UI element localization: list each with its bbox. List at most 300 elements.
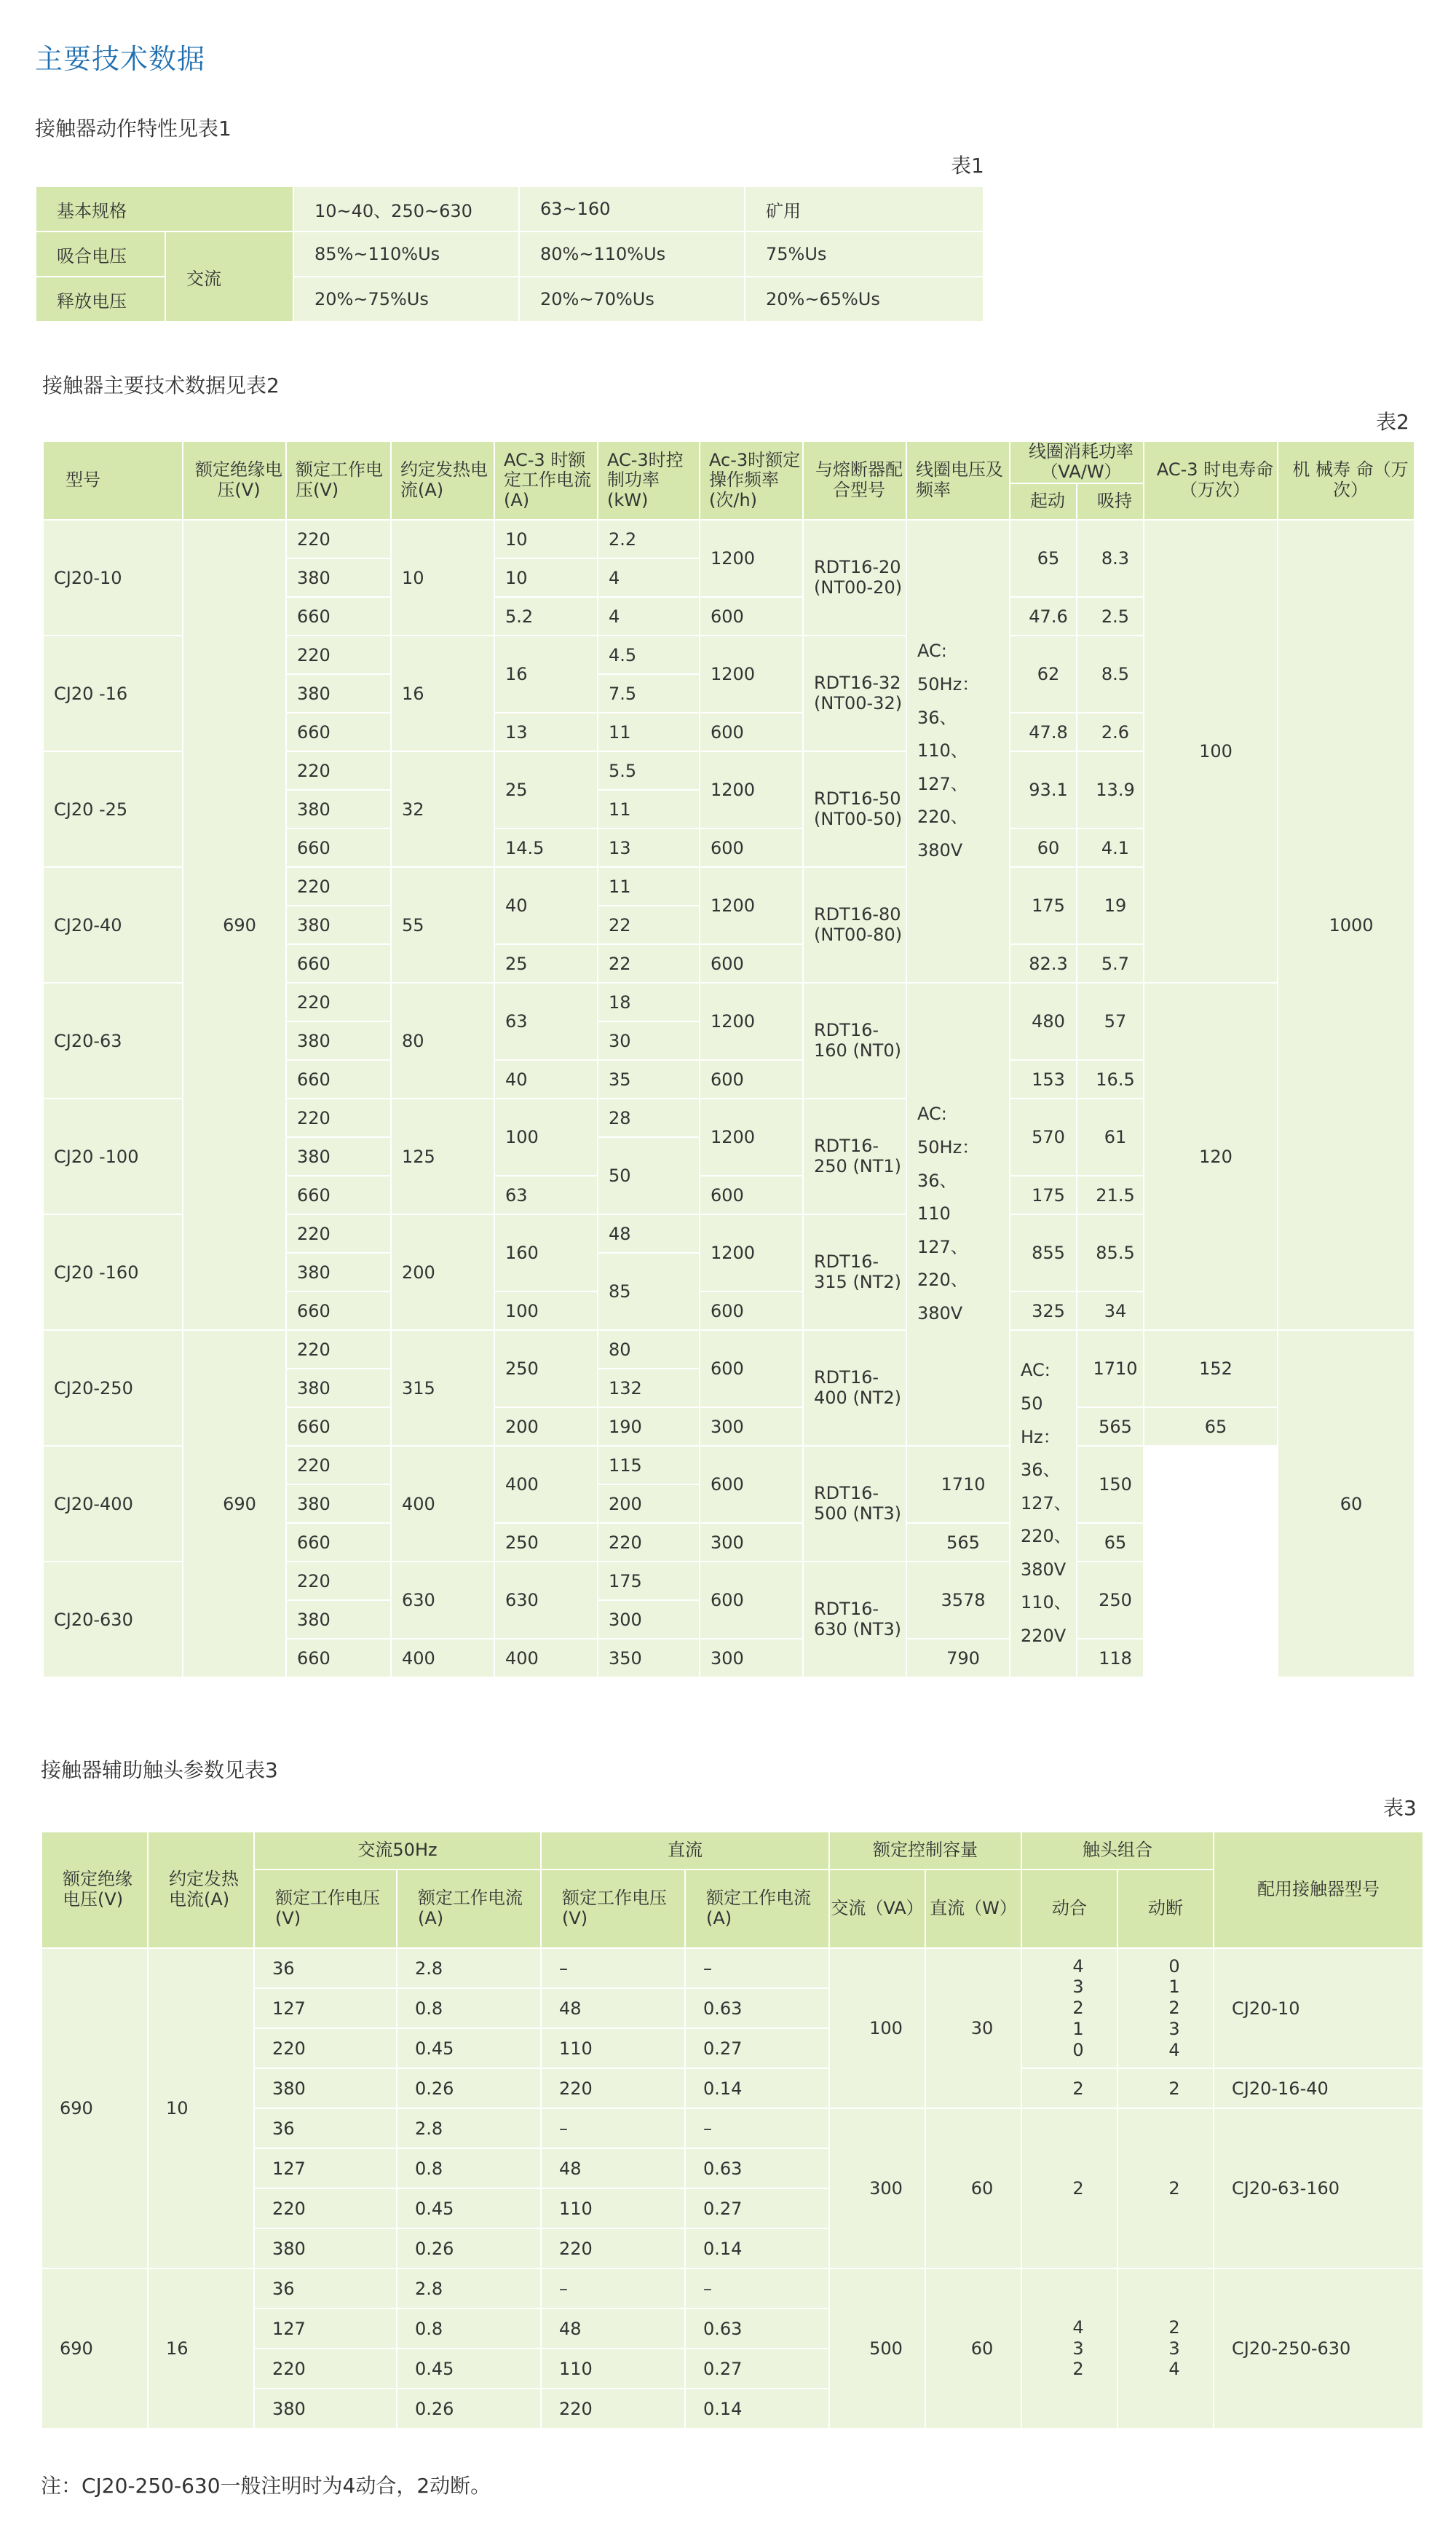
ac3-frequency: 1200 (700, 1214, 803, 1291)
work-voltage: 380 (286, 674, 391, 713)
t3-h-insulation: 额定绝缘电压(V) (41, 1832, 148, 1948)
work-voltage: 380 (286, 1600, 391, 1639)
coil-voltage-line: 220V (1021, 1626, 1067, 1647)
aux-ac-voltage: 220 (254, 2028, 397, 2068)
aux-ac-current: 2.8 (397, 2108, 541, 2148)
coil-voltage-line: 127、 (917, 1236, 968, 1257)
ac3-current: 40 (494, 867, 598, 944)
coil-voltage-line: 110 (917, 1203, 951, 1224)
ac3-frequency: 600 (700, 944, 803, 983)
electrical-life: 100 (1144, 520, 1278, 983)
aux-ac-capacity: 500 (829, 2268, 925, 2429)
ac3-frequency: 600 (700, 1291, 803, 1330)
aux-dc-voltage: 110 (541, 2028, 685, 2068)
aux-dc-capacity: 60 (925, 2268, 1021, 2429)
work-voltage: 660 (286, 944, 391, 983)
aux-ac-current: 0.8 (397, 2148, 541, 2188)
aux-break-contacts (1117, 2268, 1214, 2429)
aux-break-contacts-line: 0 (1168, 1955, 1180, 1977)
coil-hold-power: 250 (1077, 1562, 1144, 1639)
aux-make-contacts (1021, 2268, 1117, 2429)
ac3-current: 25 (494, 944, 598, 983)
coil-voltage-line: 220、 (917, 1270, 968, 1291)
aux-ac-voltage: 36 (254, 2108, 397, 2148)
work-voltage: 220 (286, 520, 391, 558)
work-voltage: 220 (286, 1214, 391, 1253)
aux-break-contacts-line: 3 (1168, 2338, 1180, 2359)
aux-thermal-current: 16 (148, 2268, 254, 2429)
coil-start-power: 82.3 (1010, 944, 1077, 983)
fuse-model: RDT16-50 (NT00-50) (803, 751, 906, 867)
t3-h-ac-work-v: 额定工作电压(V) (254, 1870, 397, 1948)
thermal-current: 200 (391, 1214, 494, 1330)
coil-voltage-line: 127、 (917, 773, 968, 794)
coil-start-power: 93.1 (1010, 751, 1077, 828)
aux-thermal-current: 10 (148, 1948, 254, 2268)
work-voltage: 660 (286, 1176, 391, 1214)
aux-break-contacts-line: 2 (1168, 2316, 1180, 2338)
t3-h-thermal: 约定发热电流(A) (148, 1832, 254, 1948)
ac3-power: 115 (598, 1446, 700, 1484)
aux-model: CJ20-16-40 (1214, 2068, 1423, 2108)
t1-pickup-1: 85%~110%Us (293, 232, 519, 277)
ac3-power: 50 (598, 1137, 700, 1214)
aux-dc-voltage: 110 (541, 2188, 685, 2228)
t2-h-ac3-current: AC-3 时额定工作电流 (A) (494, 441, 598, 520)
aux-make-contacts (1021, 1948, 1117, 2068)
thermal-current: 16 (391, 636, 494, 751)
coil-hold-power: 2.6 (1077, 713, 1144, 751)
aux-make-contacts-line: 3 (1072, 1977, 1084, 1998)
table2 (42, 440, 1415, 1678)
table1-caption: 表1 (951, 154, 984, 178)
ac3-power: 7.5 (598, 674, 700, 713)
t3-h-model: 配用接触器型号 (1214, 1832, 1423, 1948)
t2-h-mech-life: 机 械寿 命（万次） (1278, 441, 1415, 520)
coil-start-power: 60 (1010, 828, 1077, 867)
aux-dc-current: 0.14 (685, 2389, 829, 2429)
thermal-current: 55 (391, 867, 494, 983)
t2-h-coil-power: 线圈消耗功率（VA/W） (1010, 441, 1144, 483)
ac3-frequency: 600 (700, 597, 803, 636)
coil-hold-power: 85.5 (1077, 1214, 1144, 1291)
aux-model: CJ20-10 (1214, 1948, 1423, 2068)
ac3-power: 22 (598, 906, 700, 944)
aux-ac-voltage: 36 (254, 2268, 397, 2308)
aux-ac-voltage: 380 (254, 2068, 397, 2108)
work-voltage: 660 (286, 1407, 391, 1446)
ac3-current: 160 (494, 1214, 598, 1291)
aux-make-contacts: 2 (1021, 2068, 1117, 2108)
ac3-frequency: 1200 (700, 751, 803, 828)
coil-hold-power: 21.5 (1077, 1176, 1144, 1214)
work-voltage: 380 (286, 906, 391, 944)
ac3-frequency: 600 (700, 1562, 803, 1639)
ac3-frequency: 1200 (700, 983, 803, 1060)
ac3-current: 250 (494, 1523, 598, 1562)
ac3-power: 4 (598, 597, 700, 636)
coil-start-power: 47.8 (1010, 713, 1077, 751)
coil-voltage-line: 110、 (1021, 1592, 1072, 1613)
t1-release-3: 20%~65%Us (745, 277, 984, 322)
aux-dc-capacity: 60 (925, 2108, 1021, 2268)
ac3-power: 11 (598, 713, 700, 751)
coil-start-power: 47.6 (1010, 597, 1077, 636)
coil-start-power: 3578 (906, 1562, 1010, 1639)
aux-ac-voltage: 220 (254, 2349, 397, 2389)
work-voltage: 660 (286, 713, 391, 751)
aux-break-contacts-line: 1 (1168, 1977, 1180, 1998)
coil-hold-power: 16.5 (1077, 1060, 1144, 1099)
coil-start-power: 175 (1010, 867, 1077, 944)
aux-dc-current: – (685, 2108, 829, 2148)
coil-hold-power: 5.7 (1077, 944, 1144, 983)
coil-start-power: 62 (1010, 636, 1077, 713)
ac3-frequency: 600 (700, 1446, 803, 1523)
t1-release-1: 20%~75%Us (293, 277, 519, 322)
aux-ac-current: 0.26 (397, 2228, 541, 2268)
aux-break-contacts-line: 4 (1168, 2039, 1180, 2060)
model-name: CJ20-40 (43, 867, 183, 983)
table1 (35, 186, 984, 323)
coil-voltage-line: 220、 (1021, 1526, 1072, 1547)
aux-ac-capacity: 300 (829, 2108, 925, 2268)
aux-ac-current: 2.8 (397, 2268, 541, 2308)
ac3-frequency: 600 (700, 1330, 803, 1407)
ac3-power: 18 (598, 983, 700, 1021)
section2-heading: 接触器主要技术数据见表2 (42, 373, 280, 397)
t2-h-ac3-freq: Ac-3时额定操作频率(次/h) (700, 441, 803, 520)
coil-hold-power: 65 (1077, 1523, 1144, 1562)
t1-spec-3: 矿用 (745, 186, 984, 232)
aux-insulation-voltage: 690 (41, 1948, 148, 2268)
aux-dc-voltage: – (541, 1948, 685, 1988)
coil-voltage-line: 50 Hz： (1021, 1393, 1061, 1447)
t2-h-hold: 吸持 (1077, 483, 1144, 520)
ac3-power: 85 (598, 1253, 700, 1330)
aux-break-contacts: 2 (1117, 2068, 1214, 2108)
aux-make-contacts-line: 3 (1072, 2338, 1084, 2359)
aux-break-contacts-line: 4 (1168, 2359, 1180, 2380)
aux-ac-current: 2.8 (397, 1948, 541, 1988)
ac3-frequency: 600 (700, 1060, 803, 1099)
fuse-model: RDT16-32 (NT00-32) (803, 636, 906, 751)
t2-h-thermal: 约定发热电流(A) (391, 441, 494, 520)
ac3-current: 16 (494, 636, 598, 713)
work-voltage: 660 (286, 1639, 391, 1677)
fuse-model: RDT16-250 (NT1) (803, 1099, 906, 1214)
aux-ac-voltage: 127 (254, 2308, 397, 2349)
ac3-frequency: 1200 (700, 867, 803, 944)
fuse-model: RDT16-20 (NT00-20) (803, 520, 906, 636)
coil-voltage-line: 127、 (1021, 1492, 1072, 1514)
thermal-current: 630 (391, 1562, 494, 1639)
ac3-frequency: 600 (700, 1176, 803, 1214)
t3-h-dc-w: 直流（W） (925, 1870, 1021, 1948)
aux-model: CJ20-63-160 (1214, 2108, 1423, 2268)
ac3-power: 5.5 (598, 751, 700, 790)
coil-hold-power: 2.5 (1077, 597, 1144, 636)
ac3-power: 2.2 (598, 520, 700, 558)
aux-make-contacts: 2 (1021, 2108, 1117, 2268)
model-name: CJ20-250 (43, 1330, 183, 1446)
coil-hold-power: 152 (1144, 1330, 1278, 1407)
t3-h-dc-work-a: 额定工作电流(A) (685, 1870, 829, 1948)
work-voltage: 380 (286, 558, 391, 597)
ac3-current: 250 (494, 1330, 598, 1407)
fuse-model: RDT16-500 (NT3) (803, 1446, 906, 1562)
coil-hold-power: 61 (1077, 1099, 1144, 1176)
ac3-power: 80 (598, 1330, 700, 1369)
t1-pickup-3: 75%Us (745, 232, 984, 277)
t2-h-coil-voltage: 线圈电压及频率 (906, 441, 1010, 520)
aux-dc-current: – (685, 2268, 829, 2308)
coil-hold-power: 34 (1077, 1291, 1144, 1330)
aux-dc-voltage: 48 (541, 2308, 685, 2349)
aux-dc-current: 0.14 (685, 2228, 829, 2268)
thermal-current: 400 (391, 1639, 494, 1677)
fuse-model: RDT16-160 (NT0) (803, 983, 906, 1099)
ac3-frequency: 600 (700, 828, 803, 867)
coil-start-power: 1710 (1077, 1330, 1144, 1407)
coil-start-power: 1710 (906, 1446, 1010, 1523)
aux-break-contacts: 2 (1117, 2108, 1214, 2268)
coil-hold-power: 8.3 (1077, 520, 1144, 597)
work-voltage: 380 (286, 1137, 391, 1176)
ac3-current: 63 (494, 1176, 598, 1214)
coil-voltage-group (1010, 1330, 1077, 1677)
table2-caption: 表2 (1376, 410, 1409, 434)
model-name: CJ20-630 (43, 1562, 183, 1677)
model-name: CJ20 -25 (43, 751, 183, 867)
coil-hold-power: 57 (1077, 983, 1144, 1060)
ac3-power: 300 (598, 1600, 700, 1639)
ac3-power: 132 (598, 1369, 700, 1407)
ac3-power: 28 (598, 1099, 700, 1137)
aux-dc-current: 0.63 (685, 2148, 829, 2188)
work-voltage: 220 (286, 1330, 391, 1369)
ac3-power: 350 (598, 1639, 700, 1677)
t3-h-make: 动合 (1021, 1870, 1117, 1948)
coil-hold-power: 13.9 (1077, 751, 1144, 828)
aux-ac-current: 0.45 (397, 2349, 541, 2389)
section1-heading: 接触器动作特性见表1 (35, 116, 232, 141)
work-voltage: 660 (286, 1523, 391, 1562)
ac3-current: 100 (494, 1291, 598, 1330)
aux-dc-voltage: 48 (541, 2148, 685, 2188)
t1-release-label: 释放电压 (36, 277, 165, 322)
coil-start-power: 855 (1010, 1214, 1077, 1291)
aux-insulation-voltage: 690 (41, 2268, 148, 2429)
aux-model: CJ20-250-630 (1214, 2268, 1423, 2429)
thermal-current: 400 (391, 1446, 494, 1562)
ac3-power: 200 (598, 1484, 700, 1523)
aux-dc-voltage: – (541, 2108, 685, 2148)
table3-caption: 表3 (1383, 1796, 1417, 1820)
coil-voltage-line: 50Hz： (917, 674, 980, 695)
ac3-power: 4 (598, 558, 700, 597)
model-name: CJ20 -16 (43, 636, 183, 751)
ac3-frequency: 300 (700, 1407, 803, 1446)
ac3-current: 400 (494, 1446, 598, 1523)
work-voltage: 220 (286, 867, 391, 906)
ac3-current: 10 (494, 558, 598, 597)
aux-dc-voltage: 220 (541, 2389, 685, 2429)
aux-ac-current: 0.26 (397, 2389, 541, 2429)
electrical-life: 120 (1144, 983, 1278, 1330)
ac3-power: 13 (598, 828, 700, 867)
coil-voltage-line: AC: (1021, 1360, 1051, 1381)
thermal-current: 10 (391, 520, 494, 636)
t2-h-model: 型号 (43, 441, 183, 520)
work-voltage: 380 (286, 1484, 391, 1523)
t1-spec-2: 63~160 (519, 186, 745, 232)
aux-make-contacts-line: 2 (1072, 2359, 1084, 2380)
model-name: CJ20-63 (43, 983, 183, 1099)
ac3-power: 48 (598, 1214, 700, 1253)
coil-voltage-line: 380V (917, 1302, 963, 1324)
aux-make-contacts-line: 4 (1072, 2316, 1084, 2338)
work-voltage: 660 (286, 828, 391, 867)
aux-dc-voltage: – (541, 2268, 685, 2308)
coil-start-power: 565 (1077, 1407, 1144, 1446)
aux-dc-current: 0.27 (685, 2028, 829, 2068)
electrical-life: 60 (1278, 1330, 1415, 1677)
ac3-frequency: 1200 (700, 520, 803, 597)
ac3-current: 13 (494, 713, 598, 751)
fuse-model: RDT16-630 (NT3) (803, 1562, 906, 1677)
aux-ac-voltage: 220 (254, 2188, 397, 2228)
ac3-frequency: 600 (700, 713, 803, 751)
ac3-frequency: 1200 (700, 636, 803, 713)
ac3-current: 100 (494, 1099, 598, 1176)
coil-hold-power: 8.5 (1077, 636, 1144, 713)
coil-voltage-group (906, 983, 1010, 1446)
aux-ac-current: 0.8 (397, 2308, 541, 2349)
coil-voltage-line: 36、 (917, 707, 957, 728)
page-title: 主要技术数据 (35, 43, 206, 75)
t1-pickup-2: 80%~110%Us (519, 232, 745, 277)
footnote: 注：CJ20-250-630一般注明时为4动合，2动断。 (41, 2474, 491, 2498)
aux-dc-current: 0.27 (685, 2349, 829, 2389)
ac3-power: 22 (598, 944, 700, 983)
t3-h-ac50: 交流50Hz (254, 1832, 541, 1870)
insulation-voltage: 690 (183, 1330, 286, 1677)
t3-h-dc-work-v: 额定工作电压(V) (541, 1870, 685, 1948)
coil-voltage-line: AC: (917, 641, 947, 662)
t1-pickup-label: 吸合电压 (36, 232, 165, 277)
coil-voltage-line: 380V (917, 839, 963, 860)
aux-dc-voltage: 110 (541, 2349, 685, 2389)
work-voltage: 220 (286, 1562, 391, 1600)
aux-ac-voltage: 380 (254, 2389, 397, 2429)
coil-voltage-line: 380V (1021, 1559, 1067, 1580)
t2-h-ac3-power: AC-3时控制功率(kW) (598, 441, 700, 520)
ac3-current: 400 (494, 1639, 598, 1677)
work-voltage: 380 (286, 1253, 391, 1291)
thermal-current: 32 (391, 751, 494, 867)
aux-ac-current: 0.45 (397, 2028, 541, 2068)
t1-spec-label: 基本规格 (36, 186, 293, 232)
ac3-power: 11 (598, 867, 700, 906)
coil-start-power: 175 (1010, 1176, 1077, 1214)
insulation-voltage: 690 (183, 520, 286, 1330)
work-voltage: 220 (286, 636, 391, 674)
t3-h-ac-va: 交流（VA） (829, 1870, 925, 1948)
aux-ac-voltage: 127 (254, 2148, 397, 2188)
fuse-model: RDT16-400 (NT2) (803, 1330, 906, 1446)
ac3-power: 30 (598, 1021, 700, 1060)
coil-voltage-line: 50Hz： (917, 1137, 980, 1158)
coil-voltage-line: 36、 (1021, 1460, 1061, 1481)
aux-make-contacts-line: 4 (1072, 1955, 1084, 1977)
coil-hold-power: 19 (1077, 867, 1144, 944)
thermal-current: 125 (391, 1099, 494, 1214)
work-voltage: 220 (286, 1446, 391, 1484)
work-voltage: 380 (286, 1369, 391, 1407)
work-voltage: 660 (286, 1060, 391, 1099)
ac3-power: 175 (598, 1562, 700, 1600)
aux-dc-current: 0.27 (685, 2188, 829, 2228)
ac3-current: 630 (494, 1562, 598, 1639)
aux-dc-capacity: 30 (925, 1948, 1021, 2108)
ac3-power: 220 (598, 1523, 700, 1562)
work-voltage: 660 (286, 1291, 391, 1330)
work-voltage: 220 (286, 983, 391, 1021)
coil-start-power: 480 (1010, 983, 1077, 1060)
t3-h-break: 动断 (1117, 1870, 1214, 1948)
work-voltage: 220 (286, 1099, 391, 1137)
aux-dc-current: 0.63 (685, 1988, 829, 2028)
t2-h-work-voltage: 额定工作电压(V) (286, 441, 391, 520)
model-name: CJ20-10 (43, 520, 183, 636)
aux-ac-current: 0.8 (397, 1988, 541, 2028)
t2-h-insulation: 额定绝缘电压(V) (183, 441, 286, 520)
fuse-model: RDT16-80 (NT00-80) (803, 867, 906, 983)
coil-start-power: 565 (906, 1523, 1010, 1562)
coil-hold-power: 65 (1144, 1407, 1278, 1446)
coil-start-power: 570 (1010, 1099, 1077, 1176)
t2-h-elec-life: AC-3 时电寿命（万次） (1144, 441, 1278, 520)
aux-ac-voltage: 36 (254, 1948, 397, 1988)
model-name: CJ20-400 (43, 1446, 183, 1562)
t3-h-contacts: 触头组合 (1021, 1832, 1214, 1870)
t3-h-ac-work-a: 额定工作电流(A) (397, 1870, 541, 1948)
coil-start-power: 153 (1010, 1060, 1077, 1099)
aux-make-contacts-line: 2 (1072, 1998, 1084, 2019)
ac3-current: 5.2 (494, 597, 598, 636)
mechanical-life: 1000 (1278, 520, 1415, 1330)
aux-break-contacts-line: 3 (1168, 2018, 1180, 2039)
model-name: CJ20 -160 (43, 1214, 183, 1330)
coil-start-power: 325 (1010, 1291, 1077, 1330)
ac3-power: 190 (598, 1407, 700, 1446)
aux-ac-current: 0.26 (397, 2068, 541, 2108)
t1-release-2: 20%~70%Us (519, 277, 745, 322)
aux-make-contacts-line: 0 (1072, 2039, 1084, 2060)
ac3-current: 63 (494, 983, 598, 1060)
ac3-current: 200 (494, 1407, 598, 1446)
table3 (41, 1831, 1424, 2429)
t2-h-fuse: 与熔断器配合型号 (803, 441, 906, 520)
coil-voltage-line: 110、 (917, 740, 968, 761)
coil-voltage-line: AC: (917, 1104, 947, 1125)
t1-spec-1: 10~40、250~630 (293, 186, 519, 232)
thermal-current: 80 (391, 983, 494, 1099)
ac3-current: 25 (494, 751, 598, 828)
coil-start-power: 790 (906, 1639, 1010, 1677)
t2-h-start: 起动 (1010, 483, 1077, 520)
